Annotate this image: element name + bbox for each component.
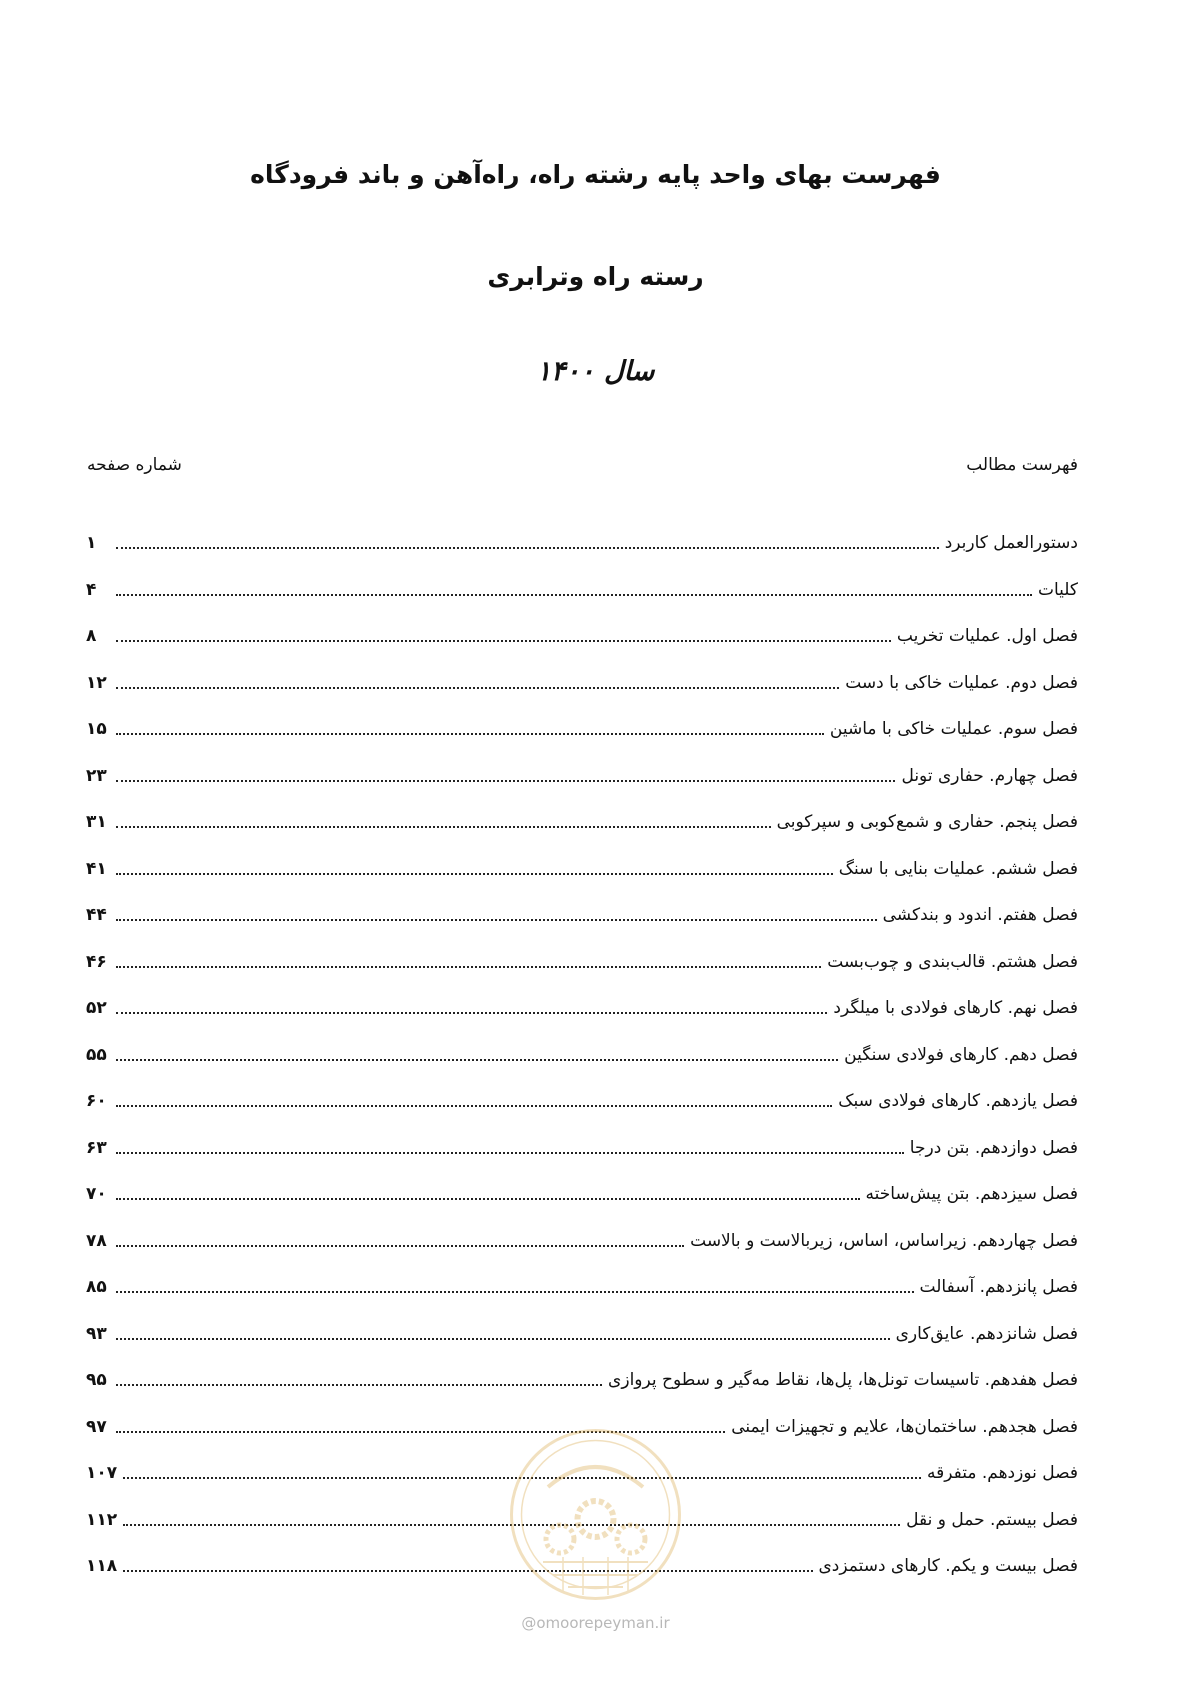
leader-dots [116,826,771,828]
toc-title: فصل دهم. کارهای فولادی سنگین [844,1044,1078,1065]
leader-dots [116,733,824,735]
toc-page: ۴۴ [86,905,107,926]
toc-page: ۹۵ [86,1370,107,1391]
toc-entry[interactable] [86,1311,1078,1358]
leader-dots [116,1291,914,1293]
toc-entry[interactable] [86,520,1078,567]
toc-title: فصل دوازدهم. بتن درجا [909,1137,1078,1158]
toc-entry[interactable] [86,613,1078,660]
watermark-url: @omoorepeyman.ir [521,1614,670,1632]
toc-page: ۲۳ [86,765,107,786]
leader-dots [116,1105,832,1107]
toc-title: فصل چهاردهم. زیراساس، اساس، زیربالاست و بالاست [690,1230,1078,1251]
toc-page: ۸۵ [86,1277,107,1298]
toc-page: ۵۵ [86,1044,107,1065]
toc-page: ۱۰۷ [86,1463,118,1484]
toc-entry[interactable] [86,1125,1078,1172]
toc-title: کلیات [1037,579,1078,600]
toc-page: ۷۰ [86,1184,107,1205]
toc-page: ۶۳ [86,1137,107,1158]
toc-entry[interactable] [86,567,1078,614]
toc-page: ۱۲ [86,672,107,693]
toc-entry[interactable] [86,660,1078,707]
leader-dots [116,1059,838,1061]
toc-title: فصل اول. عملیات تخریب [896,626,1078,647]
toc-title: فصل ششم. عملیات بنایی با سنگ [838,858,1078,879]
leader-dots [116,1384,602,1386]
toc-page: ۴۶ [86,951,107,972]
toc-title: فصل بیستم. حمل و نقل [906,1509,1078,1530]
toc-page: ۶۰ [86,1091,107,1112]
toc-entry[interactable] [86,706,1078,753]
leader-dots [116,780,895,782]
leader-dots [116,547,939,549]
toc-entry[interactable] [86,799,1078,846]
toc-entry[interactable] [86,753,1078,800]
leader-dots [116,873,833,875]
leader-dots [123,1570,812,1572]
toc-page: ۴۱ [86,858,107,879]
toc-page: ۹۷ [86,1416,107,1437]
toc-title: فصل هفتم. اندود و بندکشی [882,905,1078,926]
leader-dots [116,1152,904,1154]
toc-entry[interactable] [86,846,1078,893]
toc-entry[interactable] [86,985,1078,1032]
toc-entry[interactable] [86,1218,1078,1265]
toc-title: فصل پنجم. حفاری و شمع‌کوبی و سپرکوبی [776,812,1078,833]
toc-title: فصل دوم. عملیات خاکی با دست [845,672,1078,693]
toc-title: فصل بیست و یکم. کارهای دستمزدی [818,1556,1078,1577]
toc-page: ۱۵ [86,719,107,740]
leader-dots [116,966,821,968]
leader-dots [116,1338,890,1340]
toc-page: ۹۳ [86,1323,107,1344]
leader-dots [116,1245,684,1247]
toc-title: فصل سوم. عملیات خاکی با ماشین [829,719,1078,740]
toc-page: ۱ [86,533,97,554]
toc-page: ۷۸ [86,1230,107,1251]
toc-title: فصل نوزدهم. متفرقه [927,1463,1078,1484]
toc-page: ۴ [86,579,97,600]
toc-title: فصل نهم. کارهای فولادی با میلگرد [833,998,1078,1019]
toc-page: ۱۱۲ [86,1509,118,1530]
document-title: فهرست بهای واحد پایه رشته راه، راه‌آهن و باند فرودگاه [250,160,941,189]
toc-entry[interactable] [86,892,1078,939]
page-number-header: شماره صفحه [87,455,182,475]
toc-title: فصل پانزدهم. آسفالت [919,1277,1078,1298]
toc-entry[interactable] [86,1078,1078,1125]
toc-entry[interactable] [86,1032,1078,1079]
toc-title: فصل سیزدهم. بتن پیش‌ساخته [865,1184,1078,1205]
toc-title: فصل یازدهم. کارهای فولادی سبک [838,1091,1078,1112]
toc-page: ۸ [86,626,97,647]
toc-page: ۳۱ [86,812,107,833]
toc-title: فصل شانزدهم. عایق‌کاری [895,1323,1078,1344]
toc-page: ۱۱۸ [86,1556,118,1577]
toc-title: دستورالعمل کاربرد [944,533,1078,554]
leader-dots [116,640,891,642]
toc-entry[interactable] [86,939,1078,986]
toc-title: فصل هفدهم. تاسیسات تونل‌ها، پل‌ها، نقاط مه‌گیر و سطوح پروازی [608,1370,1078,1391]
toc-title: فصل هجدهم. ساختمان‌ها، علایم و تجهیزات ایمنی [731,1416,1078,1437]
toc-entry[interactable] [86,1171,1078,1218]
contents-header: فهرست مطالب [966,455,1078,475]
toc-entry[interactable] [86,1357,1078,1404]
document-year: سال ۱۴۰۰ [536,356,655,387]
toc-page: ۵۲ [86,998,107,1019]
leader-dots [116,594,1032,596]
toc-title: فصل چهارم. حفاری تونل [901,765,1078,786]
leader-dots [116,919,877,921]
document-subtitle: رسته راه وترابری [487,262,704,291]
toc-title: فصل هشتم. قالب‌بندی و چوب‌بست [827,951,1078,972]
leader-dots [116,1012,827,1014]
leader-dots [116,687,839,689]
toc-entry[interactable] [86,1264,1078,1311]
gear-seal-logo-icon [508,1427,683,1602]
leader-dots [116,1198,860,1200]
